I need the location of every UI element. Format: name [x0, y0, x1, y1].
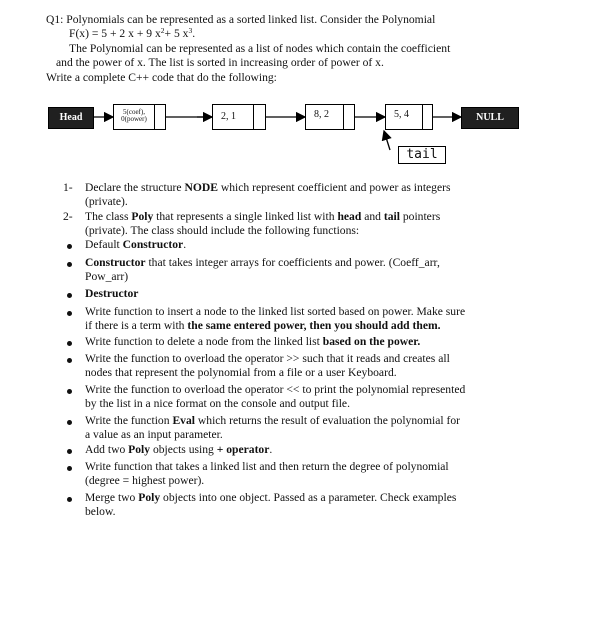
bullet-overload-output: Write the function to overload the operator << to print the polynomial represented — [85, 383, 466, 396]
bullet-overload-output-cont: by the list in a nice format on the console and output file. — [85, 397, 350, 410]
bullet-destructor: Destructor — [85, 287, 139, 300]
bullet-icon — [67, 389, 72, 394]
bullet-constructor-arrays: Constructor that takes integer arrays for coefficients and power. (Coeff_arr, — [85, 256, 440, 269]
list-node-4: 5, 4 — [385, 104, 433, 130]
bullet-merge-cont: below. — [85, 505, 116, 518]
bullet-icon — [67, 244, 72, 249]
list-node-2: 2, 1 — [212, 104, 266, 130]
null-terminator-box: NULL — [461, 107, 519, 129]
bullet-default-constructor: Default Constructor. — [85, 238, 187, 251]
polynomial-formula: F(x) = 5 + 2 x + 9 $x^2+ 5$ $x^3$. — [69, 26, 196, 40]
bullet-icon — [67, 420, 72, 425]
bullet-insert-node: Write function to insert a node to the linked list sorted based on power. Make sure — [85, 305, 466, 318]
node-power-label: 0(power) — [121, 115, 147, 123]
bullet-icon — [67, 293, 72, 298]
bullet-degree-cont: (degree = highest power). — [85, 474, 205, 487]
task-instruction: Write a complete C++ code that do the following: — [46, 71, 277, 84]
numbered-item-1: Declare the structure NODE which represent coefficient and power as integers — [85, 181, 451, 194]
question-number: Q1: — [46, 13, 64, 26]
bullet-icon — [67, 497, 72, 502]
numbered-item-2: The class Poly that represents a single linked list with head and tail pointers — [85, 210, 441, 223]
bullet-icon — [67, 466, 72, 471]
bullet-icon — [67, 262, 72, 267]
bullet-overload-input: Write the function to overload the operator >> such that it reads and creates all — [85, 352, 450, 365]
bullet-constructor-arrays-cont: Pow_arr) — [85, 270, 129, 283]
node-coef-label: 5(coef), — [123, 108, 145, 116]
bullet-icon — [67, 311, 72, 316]
bullet-degree: Write function that takes a linked list and then return the degree of polynomial — [85, 460, 449, 473]
head-pointer-box: Head — [48, 107, 94, 129]
list-node-1 — [113, 104, 166, 130]
bullet-insert-node-cont: if there is a term with the same entered power, then you should add them. — [85, 319, 441, 332]
bullet-eval-cont: a value as an input parameter. — [85, 428, 223, 441]
question-intro: Polynomials can be represented as a sorted linked list. Consider the Polynomial — [66, 13, 436, 26]
bullet-add-poly: Add two Poly objects using + operator. — [85, 443, 273, 456]
list-node-3: 8, 2 — [305, 104, 355, 130]
bullet-icon — [67, 341, 72, 346]
arrow-tail-to-node4 — [384, 131, 390, 150]
numbered-item-2-cont: (private). The class should include the following functions: — [85, 224, 360, 237]
description-line-1: The Polynomial can be represented as a list of nodes which contain the coefficient — [69, 42, 451, 55]
bullet-icon — [67, 358, 72, 363]
item-number: 2- — [63, 210, 73, 223]
item-number: 1- — [63, 181, 73, 194]
tail-pointer-box: tail — [398, 146, 446, 164]
bullet-merge: Merge two Poly objects into one object. Passed as a parameter. Check examples — [85, 491, 457, 504]
description-line-2: and the power of x. The list is sorted in increasing order of power of x. — [56, 56, 384, 69]
bullet-delete-node: Write function to delete a node from the linked list based on the power. — [85, 335, 421, 348]
bullet-overload-input-cont: nodes that represent the polynomial from a file or a user Keyboard. — [85, 366, 397, 379]
bullet-icon — [67, 449, 72, 454]
bullet-eval: Write the function Eval which returns the result of evaluation the polynomial for — [85, 414, 460, 427]
numbered-item-1-cont: (private). — [85, 195, 128, 208]
